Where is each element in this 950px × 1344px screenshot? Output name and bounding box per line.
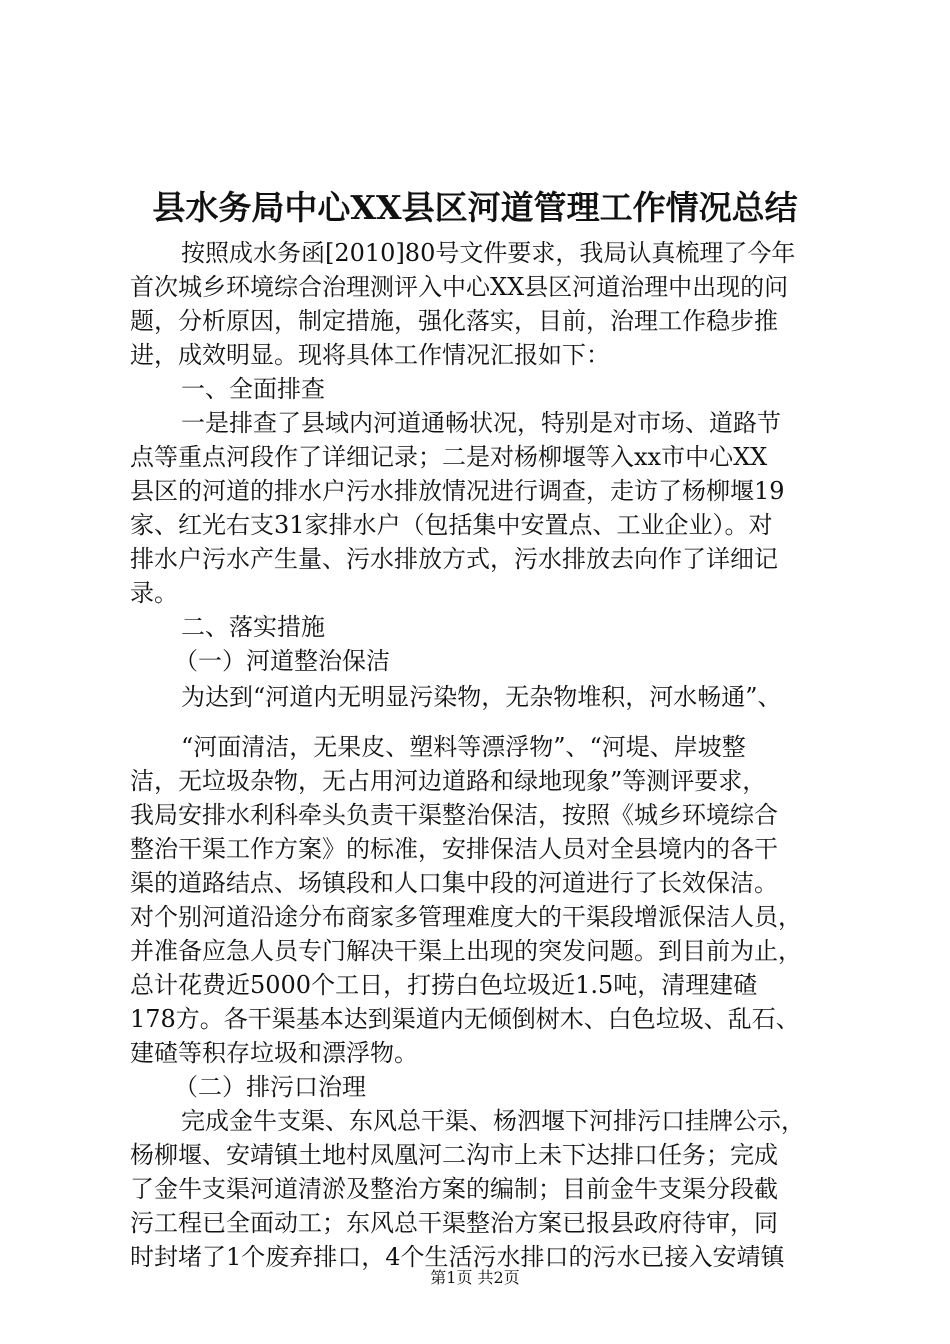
- paragraph-line: 题，分析原因，制定措施，强化落实，目前，治理工作稳步推: [130, 307, 778, 335]
- paragraph-line: 建碴等积存垃圾和漂浮物。: [130, 1039, 418, 1067]
- paragraph-line: 点等重点河段作了详细记录；二是对杨柳堰等入xx市中心XX: [130, 443, 768, 471]
- paragraph-line: 排水户污水产生量、污水排放方式，污水排放去向作了详细记: [130, 545, 778, 573]
- paragraph-line: 杨柳堰、安靖镇土地村凤凰河二沟市上未下达排口任务；完成: [130, 1141, 778, 1169]
- page-footer: 第1页 共2页: [430, 1268, 520, 1287]
- paragraph-line: 并准备应急人员专门解决干渠上出现的突发问题。到目前为止，: [130, 937, 802, 965]
- paragraph-line: “河面清洁，无果皮、塑料等漂浮物”、“河堤、岸坡整: [181, 733, 746, 761]
- document-title: 县水务局中心XX县区河道管理工作情况总结: [152, 188, 798, 227]
- section-heading: 二、落实措施: [181, 613, 325, 641]
- paragraph-line: 渠的道路结点、场镇段和人口集中段的河道进行了长效保洁。: [130, 869, 778, 897]
- section-heading: 一、全面排查: [181, 375, 325, 403]
- paragraph-line: 污工程已全面动工；东风总干渠整治方案已报县政府待审，同: [130, 1209, 778, 1237]
- paragraph-line: 首次城乡环境综合治理测评入中心XX县区河道治理中出现的问: [130, 273, 789, 301]
- subsection-heading: （二）排污口治理: [174, 1073, 366, 1101]
- paragraph-line: 为达到“河道内无明显污染物，无杂物堆积，河水畅通”、: [181, 683, 782, 711]
- paragraph-line: 一是排查了县域内河道通畅状况，特别是对市场、道路节: [181, 409, 781, 437]
- paragraph-line: 按照成水务函[2010]80号文件要求，我局认真梳理了今年: [181, 239, 796, 267]
- paragraph-line: 时封堵了1个废弃排口，4个生活污水排口的污水已接入安靖镇: [130, 1243, 785, 1271]
- paragraph-line: 对个别河道沿途分布商家多管理难度大的干渠段增派保洁人员，: [130, 903, 802, 931]
- paragraph-line: 完成金牛支渠、东风总干渠、杨泗堰下河排污口挂牌公示，: [181, 1107, 805, 1135]
- paragraph-line: 我局安排水利科牵头负责干渠整治保洁，按照《城乡环境综合: [130, 801, 778, 829]
- paragraph-line: 了金牛支渠河道清淤及整治方案的编制；目前金牛支渠分段截: [130, 1175, 778, 1203]
- paragraph-line: 178方。各干渠基本达到渠道内无倾倒树木、白色垃圾、乱石、: [130, 1005, 800, 1033]
- paragraph-line: 整治干渠工作方案》的标准，安排保洁人员对全县境内的各干: [130, 835, 778, 863]
- paragraph-line: 进，成效明显。现将具体工作情况汇报如下：: [130, 341, 610, 369]
- paragraph-line: 家、红光右支31家排水户（包括集中安置点、工业企业）。对: [130, 511, 773, 539]
- paragraph-line: 录。: [130, 579, 178, 607]
- subsection-heading: （一）河道整治保洁: [174, 647, 390, 675]
- paragraph-line: 县区的河道的排水户污水排放情况进行调查，走访了杨柳堰19: [130, 477, 785, 505]
- paragraph-line: 总计花费近5000个工日，打捞白色垃圾近1.5吨，清理建碴: [130, 971, 758, 999]
- paragraph-line: 洁，无垃圾杂物，无占用河边道路和绿地现象”等测评要求，: [130, 767, 767, 795]
